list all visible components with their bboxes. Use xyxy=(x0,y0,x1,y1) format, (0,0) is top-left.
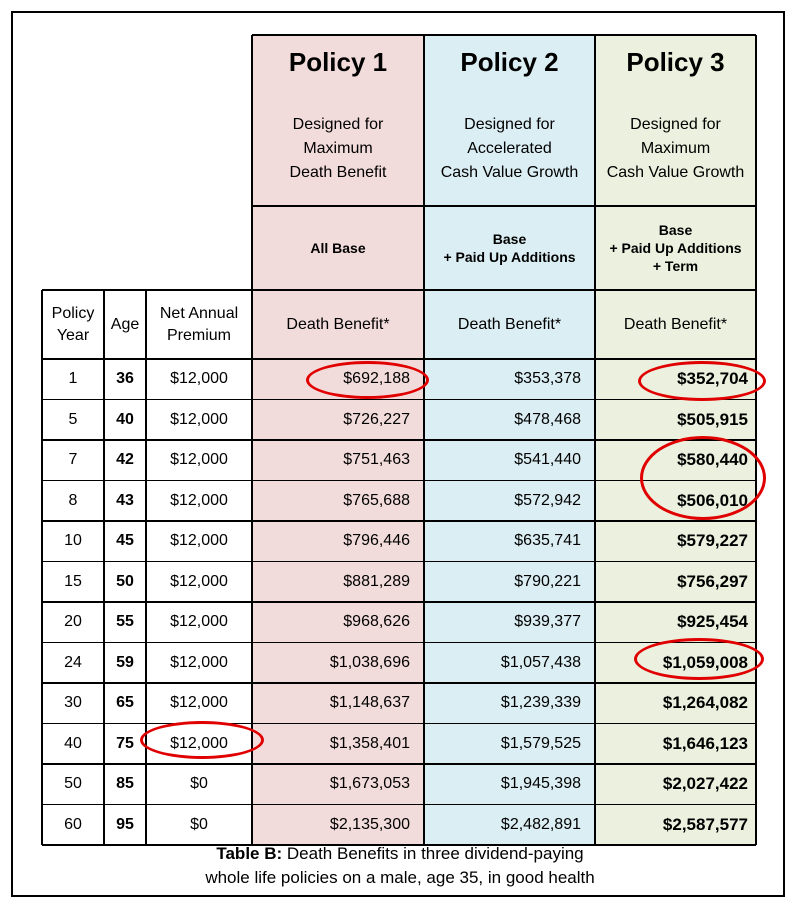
policy-year-cell: 8 xyxy=(68,491,78,509)
grid-line-v xyxy=(423,35,425,845)
policy-1-value-cell: $968,626 xyxy=(343,613,410,631)
highlight-ring-policy3-rows7-8 xyxy=(640,436,766,520)
policy-1-design-line: Maximum xyxy=(303,139,373,157)
policy-1-value-cell: $881,289 xyxy=(343,572,410,590)
premium-cell: $12,000 xyxy=(170,572,228,590)
policy-3-value-cell: $506,010 xyxy=(677,490,748,510)
caption-line-1: Death Benefits in three dividend-paying xyxy=(282,844,584,863)
age-cell: 65 xyxy=(116,694,134,712)
policy-year-cell: 7 xyxy=(68,451,78,469)
grid-line-h xyxy=(252,34,756,36)
policy-year-header xyxy=(42,290,104,359)
age-cell: 75 xyxy=(116,734,134,752)
policy-2-value-cell: $939,377 xyxy=(514,613,581,631)
grid-line-v xyxy=(594,35,596,845)
caption-label: Table B: xyxy=(216,844,283,863)
premium-cell: $12,000 xyxy=(170,370,228,388)
grid-line-v xyxy=(145,290,147,845)
premium-cell: $12,000 xyxy=(170,451,228,469)
policy-2-composition-line: Base xyxy=(492,231,527,247)
policy-1-composition-line: All Base xyxy=(310,240,366,256)
policy-2-value-cell: $635,741 xyxy=(514,532,581,550)
policy-1-title: Policy 1 xyxy=(288,46,388,77)
policy-3-value-cell: $579,227 xyxy=(677,531,748,551)
policy-2-title: Policy 2 xyxy=(460,46,559,77)
policy-2-value-cell: $790,221 xyxy=(514,572,581,590)
policy-3-value-cell: $352,704 xyxy=(677,369,748,389)
policy-3-composition xyxy=(595,206,756,290)
policy-3-value-cell: $1,264,082 xyxy=(662,693,748,713)
grid-line-h xyxy=(42,439,756,441)
grid-line-h xyxy=(252,205,756,207)
premium-cell: $12,000 xyxy=(170,613,228,631)
policy-3-value-cell: $756,297 xyxy=(677,571,748,591)
policy-3-value-cell: $580,440 xyxy=(677,450,748,470)
age-cell: 45 xyxy=(116,532,134,550)
policy-3-value-cell: $2,587,577 xyxy=(662,814,748,834)
policy-1-value-cell: $765,688 xyxy=(343,491,410,509)
policy-3-composition-line: + Paid Up Additions xyxy=(609,240,742,256)
policy-year-cell: 40 xyxy=(64,734,82,752)
policy-year-cell: 60 xyxy=(64,815,82,833)
policy-2-design-line: Designed for xyxy=(464,115,555,133)
policy-2-column-header: Death Benefit* xyxy=(457,315,562,333)
premium-cell: $12,000 xyxy=(170,491,228,509)
policy-2-value-cell: $353,378 xyxy=(514,370,581,388)
age-cell: 42 xyxy=(116,451,134,469)
policy-1-value-cell: $2,135,300 xyxy=(329,815,410,833)
policy-year-cell: 5 xyxy=(68,410,78,428)
premium-cell: $0 xyxy=(190,775,208,793)
policy-year-header-line: Policy xyxy=(51,304,95,322)
grid-line-h xyxy=(42,804,756,806)
policy-2-value-cell: $1,579,525 xyxy=(500,734,581,752)
policy-1-design xyxy=(252,103,424,194)
premium-cell: $12,000 xyxy=(170,410,228,428)
policy-2-design-line: Accelerated xyxy=(467,139,552,157)
policy-3-title: Policy 3 xyxy=(626,46,725,77)
premium-cell: $12,000 xyxy=(170,532,228,550)
grid-line-h xyxy=(42,520,756,522)
policy-1-value-cell: $1,358,401 xyxy=(329,734,410,752)
premium-header-line: Net Annual xyxy=(159,304,239,322)
policy-year-cell: 10 xyxy=(64,532,82,550)
grid-line-v xyxy=(103,290,105,845)
premium-cell: $0 xyxy=(190,815,208,833)
caption-line-2: whole life policies on a male, age 35, in good health xyxy=(205,868,595,887)
age-cell: 50 xyxy=(116,572,134,590)
policy-1-design-line: Death Benefit xyxy=(289,163,387,181)
policy-2-value-cell: $572,942 xyxy=(514,491,581,509)
policy-1-value-cell: $726,227 xyxy=(343,410,410,428)
policy-2-design-line: Cash Value Growth xyxy=(440,163,579,181)
age-cell: 40 xyxy=(116,410,134,428)
policy-3-column-header: Death Benefit* xyxy=(623,315,728,333)
policy-3-value-cell: $925,454 xyxy=(677,612,748,632)
policy-3-design-line: Maximum xyxy=(640,139,711,157)
policy-1-value-cell: $1,038,696 xyxy=(329,653,410,671)
age-cell: 59 xyxy=(116,653,134,671)
grid-line-h xyxy=(42,642,756,644)
premium-cell: $12,000 xyxy=(170,734,228,752)
table-caption xyxy=(0,842,800,890)
age-header: Age xyxy=(110,315,140,333)
highlight-ring-policy3-row1 xyxy=(638,361,766,401)
premium-header-line: Premium xyxy=(166,326,231,344)
policy-2-value-cell: $1,057,438 xyxy=(500,653,581,671)
grid-line-v xyxy=(251,35,253,845)
highlight-ring-policy1-row1 xyxy=(306,361,429,399)
policy-3-value-cell: $1,646,123 xyxy=(662,733,748,753)
highlight-ring-policy3-row24 xyxy=(634,638,764,680)
policy-2-composition xyxy=(424,206,595,290)
grid-line-v xyxy=(755,35,757,845)
policy-year-cell: 20 xyxy=(64,613,82,631)
premium-header xyxy=(146,290,252,359)
grid-line-v xyxy=(41,290,43,845)
policy-2-value-cell: $478,468 xyxy=(514,410,581,428)
premium-cell: $12,000 xyxy=(170,694,228,712)
policy-1-value-cell: $796,446 xyxy=(343,532,410,550)
age-cell: 43 xyxy=(116,491,134,509)
policy-3-value-cell: $1,059,008 xyxy=(662,652,748,672)
grid-line-h xyxy=(42,601,756,603)
age-cell: 55 xyxy=(116,613,134,631)
highlight-ring-premium-row40 xyxy=(140,721,264,759)
policy-year-cell: 50 xyxy=(64,775,82,793)
policy-1-composition xyxy=(252,206,424,290)
policy-1-value-cell: $751,463 xyxy=(343,451,410,469)
policy-3-value-cell: $505,915 xyxy=(677,409,748,429)
policy-1-value-cell: $1,673,053 xyxy=(329,775,410,793)
grid-line-h xyxy=(42,763,756,765)
grid-line-h xyxy=(42,723,756,725)
policy-1-value-cell: $1,148,637 xyxy=(329,694,410,712)
policy-1-column-header: Death Benefit* xyxy=(286,315,390,333)
policy-3-design-line: Cash Value Growth xyxy=(606,163,745,181)
policy-2-value-cell: $1,945,398 xyxy=(500,775,581,793)
grid-line-h xyxy=(42,399,756,401)
grid-line-h xyxy=(42,289,756,291)
premium-cell: $12,000 xyxy=(170,653,228,671)
policy-2-composition-line: + Paid Up Additions xyxy=(443,249,576,265)
policy-3-value-cell: $2,027,422 xyxy=(662,774,748,794)
policy-2-value-cell: $1,239,339 xyxy=(500,694,581,712)
policy-1-design-line: Designed for xyxy=(292,115,384,133)
age-cell: 36 xyxy=(116,370,134,388)
policy-year-cell: 24 xyxy=(64,653,82,671)
age-cell: 85 xyxy=(116,775,134,793)
policy-2-value-cell: $541,440 xyxy=(514,451,581,469)
age-cell: 95 xyxy=(116,815,134,833)
policy-year-cell: 30 xyxy=(64,694,82,712)
policy-2-design xyxy=(424,103,595,194)
policy-3-design-line: Designed for xyxy=(630,115,721,133)
policy-3-composition-line: + Term xyxy=(652,258,699,274)
policy-3-design xyxy=(595,103,756,194)
grid-line-h xyxy=(42,561,756,563)
policy-2-value-cell: $2,482,891 xyxy=(500,815,581,833)
policy-year-header-line: Year xyxy=(56,326,90,344)
policy-3-composition-line: Base xyxy=(658,222,693,238)
grid-line-h xyxy=(42,358,756,360)
grid-line-h xyxy=(42,682,756,684)
policy-1-value-cell: $692,188 xyxy=(343,370,410,388)
policy-year-cell: 15 xyxy=(64,572,82,590)
policy-year-cell: 1 xyxy=(68,370,78,388)
